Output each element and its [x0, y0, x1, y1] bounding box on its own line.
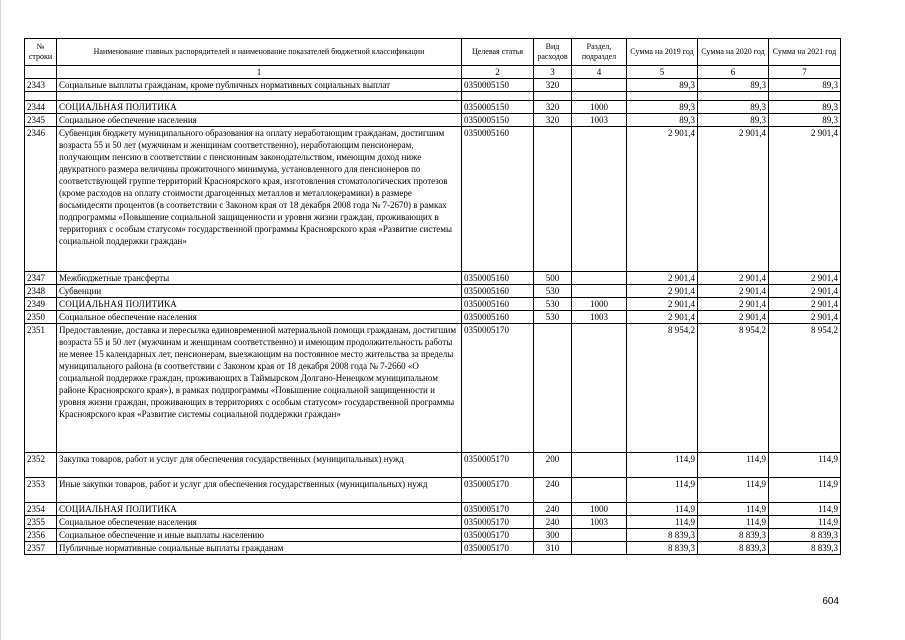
row-expense-type: 320 — [534, 79, 572, 92]
row-target-item: 0350005170 — [462, 516, 534, 529]
row-expense-type — [534, 127, 572, 272]
table-body — [25, 79, 841, 555]
column-number: 2 — [462, 66, 534, 79]
row-number: 2345 — [25, 114, 57, 127]
row-sum-2019: 114,9 — [627, 478, 698, 503]
row-sum-2021: 89,3 — [769, 79, 841, 92]
gap-cell — [57, 92, 462, 101]
row-number: 2348 — [25, 285, 57, 298]
row-name: Субвенции — [57, 285, 462, 298]
row-sum-2021: 2 901,4 — [769, 272, 841, 285]
row-section: 1000 — [572, 101, 627, 114]
row-section — [572, 285, 627, 298]
row-sum-2021: 2 901,4 — [769, 298, 841, 311]
row-target-item: 0350005160 — [462, 127, 534, 272]
row-sum-2020: 8 839,3 — [698, 529, 769, 542]
row-number: 2346 — [25, 127, 57, 272]
row-sum-2020: 89,3 — [698, 101, 769, 114]
row-number: 2357 — [25, 542, 57, 555]
table-row — [25, 127, 841, 272]
gap-cell — [627, 92, 698, 101]
row-expense-type: 200 — [534, 453, 572, 478]
column-number: 4 — [572, 66, 627, 79]
row-target-item: 0350005160 — [462, 311, 534, 324]
column-number: 3 — [534, 66, 572, 79]
column-number: 7 — [769, 66, 841, 79]
gap-cell — [769, 92, 841, 101]
column-number-spacer — [25, 66, 57, 79]
row-target-item: 0350005150 — [462, 79, 534, 92]
table-row — [25, 324, 841, 453]
table-row — [25, 503, 841, 516]
row-sum-2020: 8 839,3 — [698, 542, 769, 555]
row-sum-2021: 2 901,4 — [769, 127, 841, 272]
row-number: 2347 — [25, 272, 57, 285]
table-row — [25, 542, 841, 555]
row-section: 1000 — [572, 503, 627, 516]
row-section — [572, 79, 627, 92]
row-number: 2349 — [25, 298, 57, 311]
row-sum-2020: 2 901,4 — [698, 127, 769, 272]
row-target-item: 0350005170 — [462, 529, 534, 542]
table-row — [25, 114, 841, 127]
row-sum-2021: 2 901,4 — [769, 285, 841, 298]
row-target-item: 0350005170 — [462, 542, 534, 555]
row-section: 1003 — [572, 114, 627, 127]
row-sum-2019: 2 901,4 — [627, 127, 698, 272]
row-sum-2019: 114,9 — [627, 516, 698, 529]
row-expense-type: 300 — [534, 529, 572, 542]
row-sum-2020: 114,9 — [698, 516, 769, 529]
row-name: Социальное обеспечение и иные выплаты населению — [57, 529, 462, 542]
row-expense-type: 310 — [534, 542, 572, 555]
row-sum-2019: 8 954,2 — [627, 324, 698, 453]
row-section — [572, 324, 627, 453]
row-sum-2021: 89,3 — [769, 114, 841, 127]
row-sum-2021: 114,9 — [769, 516, 841, 529]
column-number: 1 — [57, 66, 462, 79]
row-target-item: 0350005160 — [462, 285, 534, 298]
row-sum-2019: 8 839,3 — [627, 529, 698, 542]
row-number: 2343 — [25, 79, 57, 92]
table-row — [25, 298, 841, 311]
header-sum-2019: Сумма на 2019 год — [627, 39, 698, 66]
table-row — [25, 516, 841, 529]
row-gap — [25, 92, 841, 101]
row-number: 2355 — [25, 516, 57, 529]
row-sum-2021: 2 901,4 — [769, 311, 841, 324]
table-row — [25, 453, 841, 478]
row-target-item: 0350005150 — [462, 114, 534, 127]
row-expense-type: 530 — [534, 298, 572, 311]
row-sum-2020: 89,3 — [698, 79, 769, 92]
row-sum-2021: 114,9 — [769, 478, 841, 503]
row-target-item: 0350005160 — [462, 272, 534, 285]
row-expense-type: 500 — [534, 272, 572, 285]
gap-cell — [698, 92, 769, 101]
row-target-item: 0350005160 — [462, 298, 534, 311]
table-row — [25, 272, 841, 285]
row-name: Социальное обеспечение населения — [57, 311, 462, 324]
row-section: 1003 — [572, 311, 627, 324]
row-sum-2019: 8 839,3 — [627, 542, 698, 555]
row-sum-2019: 2 901,4 — [627, 298, 698, 311]
row-name: Субвенция бюджету муниципального образования на оплату неработающим гражданам, достигшим возраста 55 и 50 лет (мужчинам и женщинам соответственно), неработающим пенсионерам, получающим пенсию в соответствии с пенсионным законодательством, имеющим доход ниже двукратного размера величины прожиточного минимума, установленного для пенсионеров по соответствующей группе территорий Красноярского края, изготовления стоматологических протезов (кроме расходов на оплату стоимости драгоценных металлов и металлокерамики) в размере восьмидесяти процентов (в соответствии с Законом края от 18 декабря 2008 года № 7-2670) в рамках подпрограммы «Повышение социальной защищенности и уровня жизни граждан, проживающих в территориях с особым статусом» государственной программы Красноярского края «Развитие системы социальной поддержки граждан» — [57, 127, 462, 272]
row-target-item: 0350005170 — [462, 478, 534, 503]
row-sum-2020: 2 901,4 — [698, 272, 769, 285]
row-sum-2019: 114,9 — [627, 503, 698, 516]
row-expense-type: 530 — [534, 285, 572, 298]
gap-cell — [572, 92, 627, 101]
table-row — [25, 478, 841, 503]
row-target-item: 0350005170 — [462, 453, 534, 478]
row-name: Социальное обеспечение населения — [57, 516, 462, 529]
row-sum-2019: 89,3 — [627, 79, 698, 92]
header-sum-2021: Сумма на 2021 год — [769, 39, 841, 66]
row-sum-2021: 8 839,3 — [769, 542, 841, 555]
row-sum-2019: 89,3 — [627, 101, 698, 114]
row-section — [572, 127, 627, 272]
row-expense-type: 530 — [534, 311, 572, 324]
row-sum-2019: 114,9 — [627, 453, 698, 478]
row-expense-type: 240 — [534, 478, 572, 503]
row-number: 2354 — [25, 503, 57, 516]
row-name: Иные закупки товаров, работ и услуг для обеспечения государственных (муниципальных) нужд — [57, 478, 462, 503]
table-row — [25, 311, 841, 324]
row-sum-2020: 89,3 — [698, 114, 769, 127]
column-number-row — [25, 66, 841, 79]
row-name: СОЦИАЛЬНАЯ ПОЛИТИКА — [57, 101, 462, 114]
row-sum-2019: 89,3 — [627, 114, 698, 127]
row-name: Закупка товаров, работ и услуг для обеспечения государственных (муниципальных) нужд — [57, 453, 462, 478]
row-section — [572, 529, 627, 542]
row-expense-type: 320 — [534, 101, 572, 114]
row-name: СОЦИАЛЬНАЯ ПОЛИТИКА — [57, 503, 462, 516]
row-section — [572, 542, 627, 555]
row-number: 2352 — [25, 453, 57, 478]
row-section: 1003 — [572, 516, 627, 529]
row-sum-2020: 2 901,4 — [698, 285, 769, 298]
table-row — [25, 285, 841, 298]
row-sum-2019: 2 901,4 — [627, 272, 698, 285]
row-target-item: 0350005170 — [462, 503, 534, 516]
row-section: 1000 — [572, 298, 627, 311]
row-section — [572, 453, 627, 478]
row-number: 2356 — [25, 529, 57, 542]
row-name: Публичные нормативные социальные выплаты гражданам — [57, 542, 462, 555]
table-row — [25, 529, 841, 542]
row-expense-type: 240 — [534, 516, 572, 529]
column-number: 5 — [627, 66, 698, 79]
row-name: Социальные выплаты гражданам, кроме публичных нормативных социальных выплат — [57, 79, 462, 92]
row-sum-2020: 114,9 — [698, 478, 769, 503]
row-number: 2344 — [25, 101, 57, 114]
header-row-number: № строки — [25, 39, 57, 66]
row-section — [572, 272, 627, 285]
row-sum-2019: 2 901,4 — [627, 311, 698, 324]
row-name: Предоставление, доставка и пересылка единовременной материальной помощи гражданам, достигшим возраста 55 и 50 лет (мужчинам и женщинам соответственно) и имеющим продолжительность работы не менее 15 календарных лет, пенсионерам, выезжающим на постоянное место жительства за пределы муниципального района (в соответствии с Законом края от 18 декабря 2008 года № 7-2660 «О социальной поддержке граждан, проживающих в Таймырском Долгано-Ненецком муниципальном районе Красноярского края»), в рамках подпрограммы «Повышение социальной защищенности и уровня жизни граждан, проживающих в территориях с особым статусом» государственной программы Красноярского края «Развитие системы социальной поддержки граждан» — [57, 324, 462, 453]
header-target-item: Целевая статья — [462, 39, 534, 66]
row-number: 2350 — [25, 311, 57, 324]
row-expense-type: 240 — [534, 503, 572, 516]
row-name: Межбюджетные трансферты — [57, 272, 462, 285]
row-name: Социальное обеспечение населения — [57, 114, 462, 127]
row-section — [572, 478, 627, 503]
gap-cell — [534, 92, 572, 101]
row-sum-2021: 8 839,3 — [769, 529, 841, 542]
table-row — [25, 79, 841, 92]
row-expense-type: 320 — [534, 114, 572, 127]
gap-cell — [25, 92, 57, 101]
row-sum-2020: 2 901,4 — [698, 298, 769, 311]
header-expense-type: Вид расходов — [534, 39, 572, 66]
row-expense-type — [534, 324, 572, 453]
page-number: 604 — [822, 596, 839, 607]
row-sum-2020: 2 901,4 — [698, 311, 769, 324]
column-number: 6 — [698, 66, 769, 79]
row-sum-2021: 8 954,2 — [769, 324, 841, 453]
scan-edge — [0, 0, 1, 640]
table-row — [25, 101, 841, 114]
row-sum-2020: 114,9 — [698, 503, 769, 516]
gap-cell — [462, 92, 534, 101]
row-name: СОЦИАЛЬНАЯ ПОЛИТИКА — [57, 298, 462, 311]
row-sum-2021: 89,3 — [769, 101, 841, 114]
row-number: 2353 — [25, 478, 57, 503]
budget-table — [24, 38, 841, 555]
row-sum-2021: 114,9 — [769, 503, 841, 516]
header-name: Наименование главных распорядителей и наименование показателей бюджетной классификации — [57, 39, 462, 66]
row-sum-2021: 114,9 — [769, 453, 841, 478]
row-target-item: 0350005170 — [462, 324, 534, 453]
header-row — [25, 39, 841, 66]
header-section: Раздел, подраздел — [572, 39, 627, 66]
row-sum-2019: 2 901,4 — [627, 285, 698, 298]
row-number: 2351 — [25, 324, 57, 453]
header-sum-2020: Сумма на 2020 год — [698, 39, 769, 66]
row-sum-2020: 114,9 — [698, 453, 769, 478]
row-target-item: 0350005150 — [462, 101, 534, 114]
row-sum-2020: 8 954,2 — [698, 324, 769, 453]
